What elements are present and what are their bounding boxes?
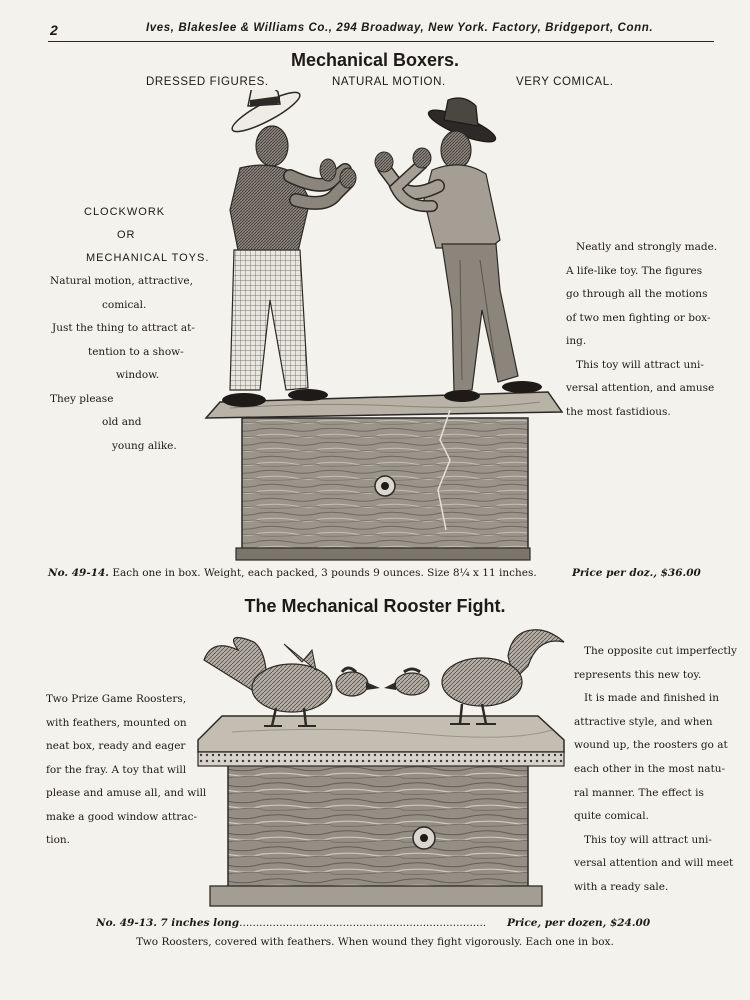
caption-line: versal attention and will meet (574, 857, 734, 870)
boxers-left-caption (46, 270, 206, 458)
caption-line: comical. (102, 298, 147, 311)
rooster-right-caption (574, 640, 737, 900)
subtitle-dressed-figures: DRESSED FIGURES. (146, 76, 269, 88)
rooster-item-length: 7 inches long (160, 917, 240, 929)
caption-line: Just the thing to attract at- (52, 322, 195, 334)
catalog-header: Ives, Blakeslee & Williams Co., 294 Broadway, New York. Factory, Bridgeport, Conn. (146, 22, 654, 34)
caption-line: versal attention, and amuse (566, 382, 715, 394)
rooster-dot-leader: .......................................................................... (239, 917, 487, 929)
subtitle-natural-motion: NATURAL MOTION. (332, 76, 446, 88)
caption-line: It is made and finished in (584, 692, 720, 705)
boxers-item-details: Each one in box. Weight, each packed, 3 pounds 9 ounces. Size 8¼ x 11 inches. (112, 567, 537, 579)
boxers-price (572, 567, 701, 579)
boxers-title: Mechanical Boxers. (290, 50, 460, 70)
boxers-order-line (48, 567, 537, 579)
caption-line: for the fray. A toy that will (46, 763, 187, 776)
caption-line: represents this new toy. (574, 668, 702, 681)
rooster-price-text: Price, per dozen, $24.00 (507, 917, 651, 929)
caption-mechanical-toys: MECHANICAL TOYS. (86, 252, 210, 264)
caption-line: ing. (566, 335, 587, 347)
caption-line: each other in the most natu- (574, 762, 726, 775)
caption-clockwork: CLOCKWORK (84, 206, 166, 218)
caption-line: make a good window attrac- (46, 810, 198, 823)
caption-line: the most fastidious. (566, 405, 671, 418)
rooster-illustration (192, 620, 570, 914)
rooster-note: Two Roosters, covered with feathers. When wound they fight vigorously. Each one in box. (136, 936, 614, 948)
caption-or: OR (117, 229, 136, 241)
caption-line: neat box, ready and eager (46, 740, 186, 752)
caption-line: old and (102, 416, 142, 428)
caption-line: young alike. (112, 439, 177, 452)
caption-line: tion. (46, 834, 70, 846)
boxers-price-text: Price per doz., $36.00 (572, 567, 701, 579)
caption-line: This toy will attract uni- (584, 833, 712, 846)
header-rule (48, 41, 714, 42)
page-number: 2 (50, 22, 58, 38)
caption-line: tention to a show- (88, 345, 184, 358)
rooster-left-caption (46, 688, 206, 853)
caption-line: This toy will attract uni- (576, 358, 704, 371)
caption-line: A life-like toy. The figures (566, 264, 703, 277)
caption-line: with feathers, mounted on (46, 716, 187, 729)
caption-line: of two men fighting or box- (566, 311, 711, 324)
caption-line: window. (116, 369, 160, 381)
rooster-item-number: No. 49-13. (96, 917, 157, 929)
boxers-right-caption (566, 236, 726, 424)
caption-line: wound up, the roosters go at (574, 739, 728, 752)
caption-line: Two Prize Game Roosters, (46, 693, 187, 705)
right-boxer-figure (375, 98, 542, 402)
caption-line: go through all the motions (566, 288, 708, 300)
caption-line: They please (50, 392, 114, 405)
caption-line: attractive style, and when (574, 715, 713, 728)
subtitle-very-comical: VERY COMICAL. (516, 76, 614, 88)
rooster-price (505, 917, 650, 929)
caption-line: The opposite cut imperfectly (584, 645, 737, 657)
left-rooster-figure (204, 638, 380, 727)
rooster-box-body (228, 764, 528, 890)
caption-line: please and amuse all, and will (46, 787, 207, 799)
left-boxer-figure (222, 90, 356, 407)
boxers-illustration (200, 90, 570, 565)
caption-line: ral manner. The effect is (574, 786, 704, 799)
caption-line: Neatly and strongly made. (576, 241, 718, 253)
right-rooster-figure (384, 630, 564, 724)
caption-line: Natural motion, attractive, (50, 275, 193, 287)
caption-line: with a ready sale. (574, 880, 669, 893)
rooster-box-lid (198, 716, 564, 752)
caption-line: quite comical. (574, 810, 649, 823)
rooster-title: The Mechanical Rooster Fight. (244, 596, 506, 616)
boxers-item-number: No. 49-14. (48, 567, 109, 579)
